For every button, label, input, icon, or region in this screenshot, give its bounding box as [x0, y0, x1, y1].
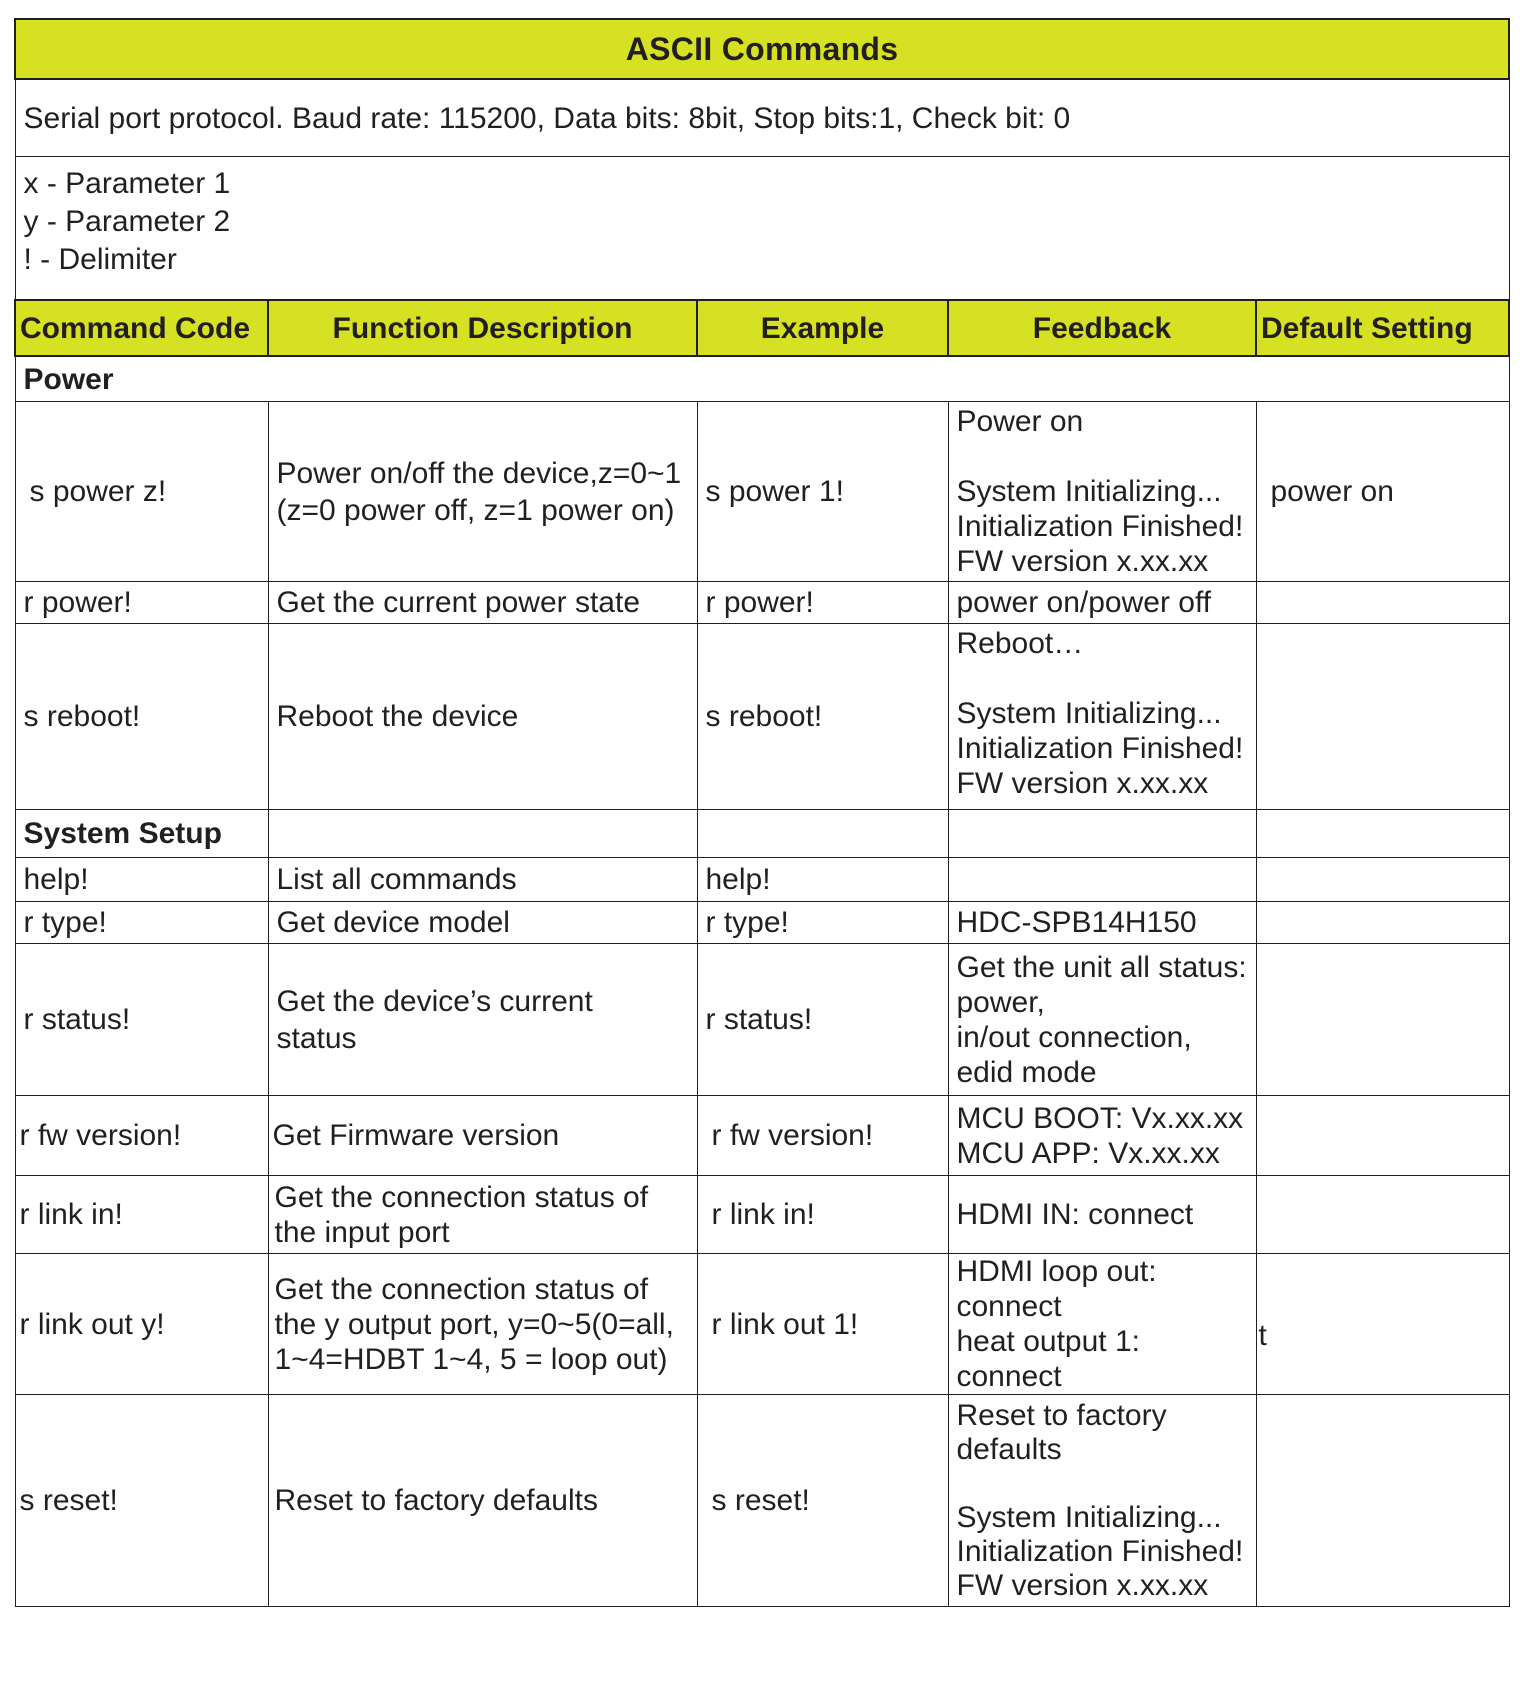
function-description-cell: Get the current power state	[268, 582, 697, 624]
default-setting-cell	[1256, 902, 1509, 944]
legend-line: ! - Delimiter	[23, 243, 177, 276]
command-code-cell: s reset!	[15, 1395, 268, 1607]
command-code-cell: r type!	[15, 902, 268, 944]
legend-line: x - Parameter 1	[23, 167, 231, 200]
function-description-cell: Get the connection status of the y output port, y=0~5(0=all, 1~4=HDBT 1~4, 5 = loop out)	[268, 1254, 697, 1395]
function-description-cell: Reboot the device	[268, 624, 697, 810]
command-code-cell: r power!	[15, 582, 268, 624]
table-title: ASCII Commands	[15, 19, 1509, 79]
feedback-cell: Reset to factory defaults System Initializing... Initialization Finished! FW version x.xx.xx	[948, 1395, 1256, 1607]
feedback-cell	[948, 858, 1256, 902]
table-row	[15, 1395, 1509, 1607]
feedback-cell: Reboot… System Initializing... Initialization Finished! FW version x.xx.xx	[948, 624, 1256, 810]
default-setting-cell	[1256, 624, 1509, 810]
example-cell: r power!	[697, 582, 948, 624]
serial-protocol-text: Serial port protocol. Baud rate: 115200, Data bits: 8bit, Stop bits:1, Check bit: 0	[15, 79, 1509, 157]
parameter-legend	[15, 157, 1509, 301]
default-setting-cell	[1256, 1395, 1509, 1607]
empty-cell	[268, 810, 697, 858]
feedback-cell: Get the unit all status: power, in/out connection, edid mode	[948, 944, 1256, 1096]
default-setting-cell: power on	[1256, 402, 1509, 582]
table-header-row	[15, 300, 1509, 356]
function-description-cell: Get Firmware version	[268, 1096, 697, 1176]
table-row	[15, 582, 1509, 624]
feedback-cell: Power on System Initializing... Initialization Finished! FW version x.xx.xx	[948, 402, 1256, 582]
feedback-cell: HDMI loop out: connect heat output 1: connect	[948, 1254, 1256, 1395]
table-row	[15, 402, 1509, 582]
header-command-code: Command Code	[15, 300, 268, 356]
command-code-cell: s reboot!	[15, 624, 268, 810]
default-setting-cell	[1256, 1176, 1509, 1254]
command-code-cell: r link out y!	[15, 1254, 268, 1395]
default-setting-cell	[1256, 944, 1509, 1096]
empty-cell	[948, 810, 1256, 858]
table-row	[15, 624, 1509, 810]
example-cell: r type!	[697, 902, 948, 944]
function-description-cell: List all commands	[268, 858, 697, 902]
example-cell: s power 1!	[697, 402, 948, 582]
example-cell: r link out 1!	[697, 1254, 948, 1395]
header-feedback: Feedback	[948, 300, 1256, 356]
empty-cell	[697, 810, 948, 858]
commands-table	[14, 18, 1510, 1607]
table-row	[15, 858, 1509, 902]
function-description-cell: Get the device’s current status	[268, 944, 697, 1096]
feedback-cell: HDC-SPB14H150	[948, 902, 1256, 944]
function-description-cell: Get device model	[268, 902, 697, 944]
feedback-cell: power on/power off	[948, 582, 1256, 624]
table-row	[15, 902, 1509, 944]
table-row	[15, 1096, 1509, 1176]
function-description-cell: Get the connection status of the input port	[268, 1176, 697, 1254]
table-row	[15, 1254, 1509, 1395]
default-setting-cell: t	[1256, 1254, 1509, 1395]
default-setting-cell	[1256, 1096, 1509, 1176]
ascii-commands-document	[14, 18, 1508, 1607]
section-title-system-setup: System Setup	[15, 810, 268, 858]
header-example: Example	[697, 300, 948, 356]
example-cell: s reboot!	[697, 624, 948, 810]
example-cell: r status!	[697, 944, 948, 1096]
command-code-cell: r status!	[15, 944, 268, 1096]
default-setting-cell	[1256, 858, 1509, 902]
command-code-cell: help!	[15, 858, 268, 902]
feedback-cell: MCU BOOT: Vx.xx.xx MCU APP: Vx.xx.xx	[948, 1096, 1256, 1176]
header-default-setting: Default Setting	[1256, 300, 1509, 356]
example-cell: s reset!	[697, 1395, 948, 1607]
command-code-cell: r link in!	[15, 1176, 268, 1254]
empty-cell	[1256, 810, 1509, 858]
table-row	[15, 1176, 1509, 1254]
feedback-cell: HDMI IN: connect	[948, 1176, 1256, 1254]
command-code-cell: s power z!	[15, 402, 268, 582]
command-code-cell: r fw version!	[15, 1096, 268, 1176]
default-setting-cell	[1256, 582, 1509, 624]
example-cell: help!	[697, 858, 948, 902]
example-cell: r fw version!	[697, 1096, 948, 1176]
header-function-description: Function Description	[268, 300, 697, 356]
function-description-cell: Power on/off the device,z=0~1 (z=0 power off, z=1 power on)	[268, 402, 697, 582]
section-title-power: Power	[15, 356, 1509, 402]
example-cell: r link in!	[697, 1176, 948, 1254]
function-description-cell: Reset to factory defaults	[268, 1395, 697, 1607]
section-row-system-setup	[15, 810, 1509, 858]
section-row-power	[15, 356, 1509, 402]
legend-line: y - Parameter 2	[23, 205, 231, 238]
table-row	[15, 944, 1509, 1096]
